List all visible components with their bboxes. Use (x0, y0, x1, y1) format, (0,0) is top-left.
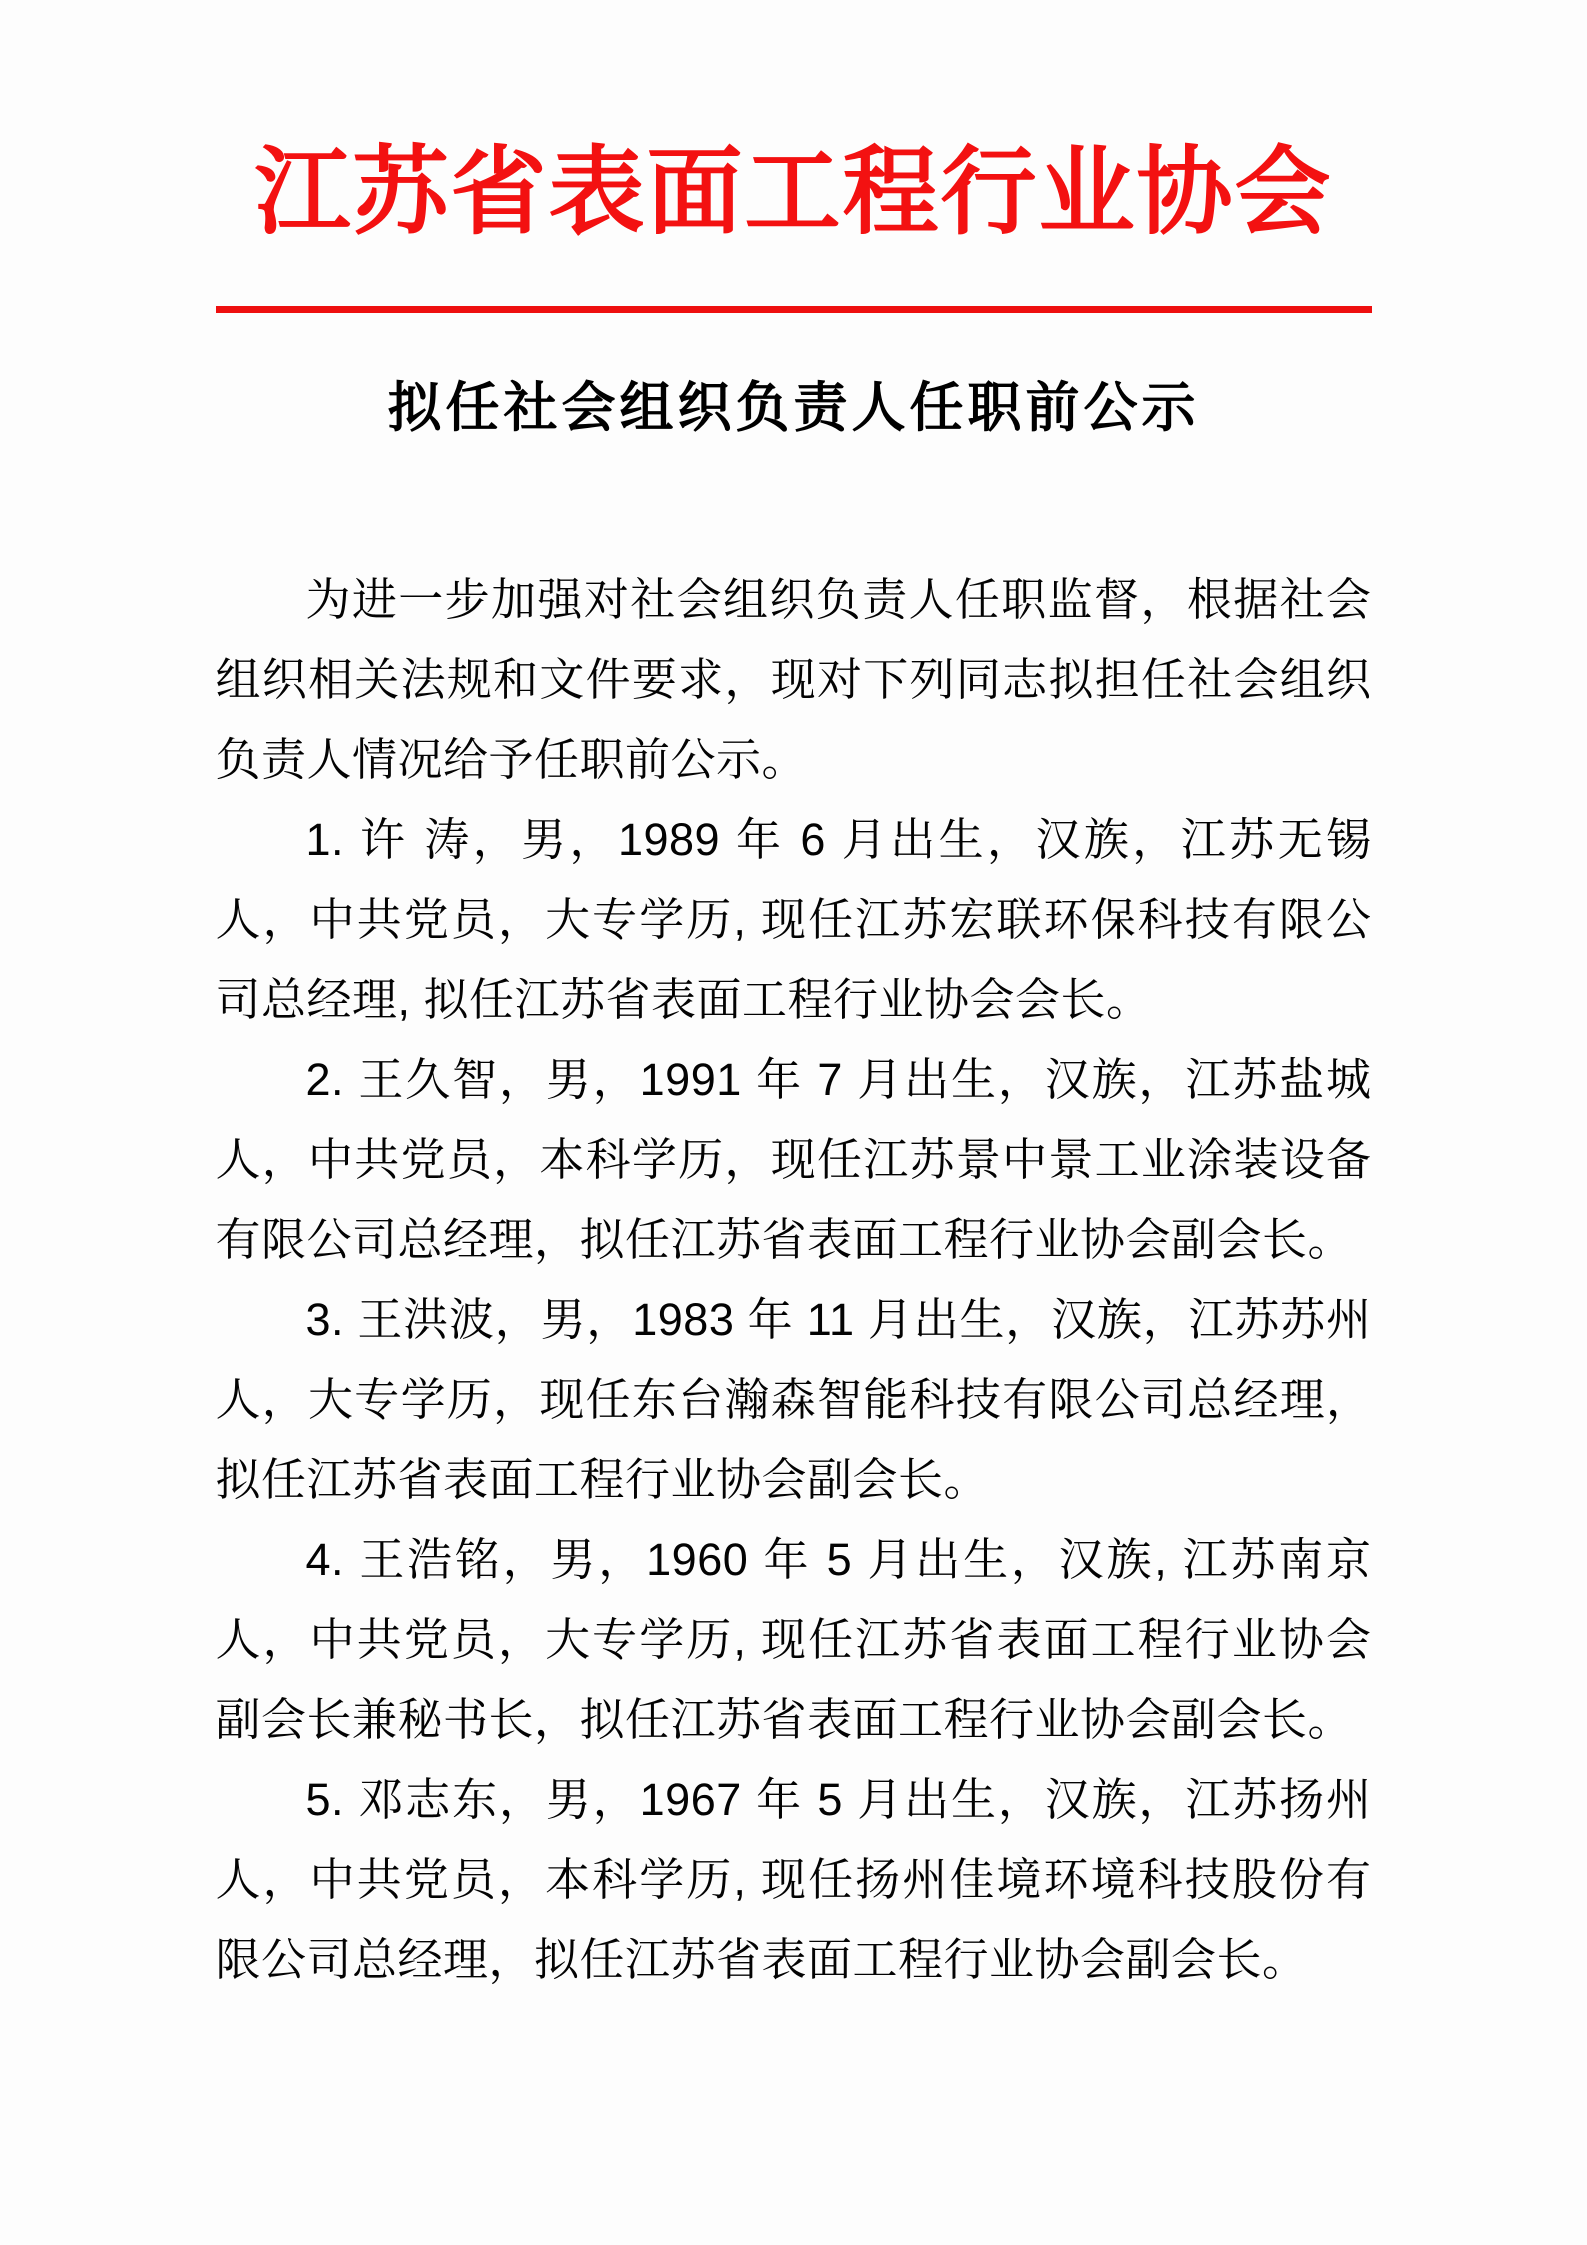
letterhead-title: 江苏省表面工程行业协会 (254, 139, 1333, 246)
paragraph: 5. 邓志东，男，1967 年 5 月出生，汉族，江苏扬州人，中共党员，本科学历, 现任扬州佳境环境科技股份有限公司总经理，拟任江苏省表面工程行业协会副会长。 (215, 1774, 1372, 1986)
paragraph: 3. 王洪波，男，1983 年 11 月出生，汉族，江苏苏州人，大专学历，现任东台瀚森智能科技有限公司总经理，拟任江苏省表面工程行业协会副会长。 (215, 1294, 1372, 1506)
paragraph: 为进一步加强对社会组织负责人任职监督，根据社会组织相关法规和文件要求，现对下列同志拟担任社会组织负责人情况给予任职前公示。 (215, 574, 1372, 786)
paragraph: 2. 王久智，男，1991 年 7 月出生，汉族，江苏盐城人，中共党员，本科学历，现任江苏景中景工业涂装设备有限公司总经理，拟任江苏省表面工程行业协会副会长。 (215, 1054, 1372, 1266)
letterhead-rule (216, 306, 1372, 313)
document-content (216, 0, 1372, 2000)
body-paragraphs (216, 560, 1372, 2000)
paragraph: 1. 许 涛，男，1989 年 6 月出生，汉族，江苏无锡人，中共党员，大专学历, 现任江苏宏联环保科技有限公司总经理, 拟任江苏省表面工程行业协会会长。 (215, 814, 1372, 1026)
paragraph: 4. 王浩铭，男，1960 年 5 月出生，汉族, 江苏南京人，中共党员，大专学历, 现任江苏省表面工程行业协会副会长兼秘书长，拟任江苏省表面工程行业协会副会长。 (215, 1534, 1372, 1746)
announcement-subtitle: 拟任社会组织负责人任职前公示 (387, 378, 1200, 439)
